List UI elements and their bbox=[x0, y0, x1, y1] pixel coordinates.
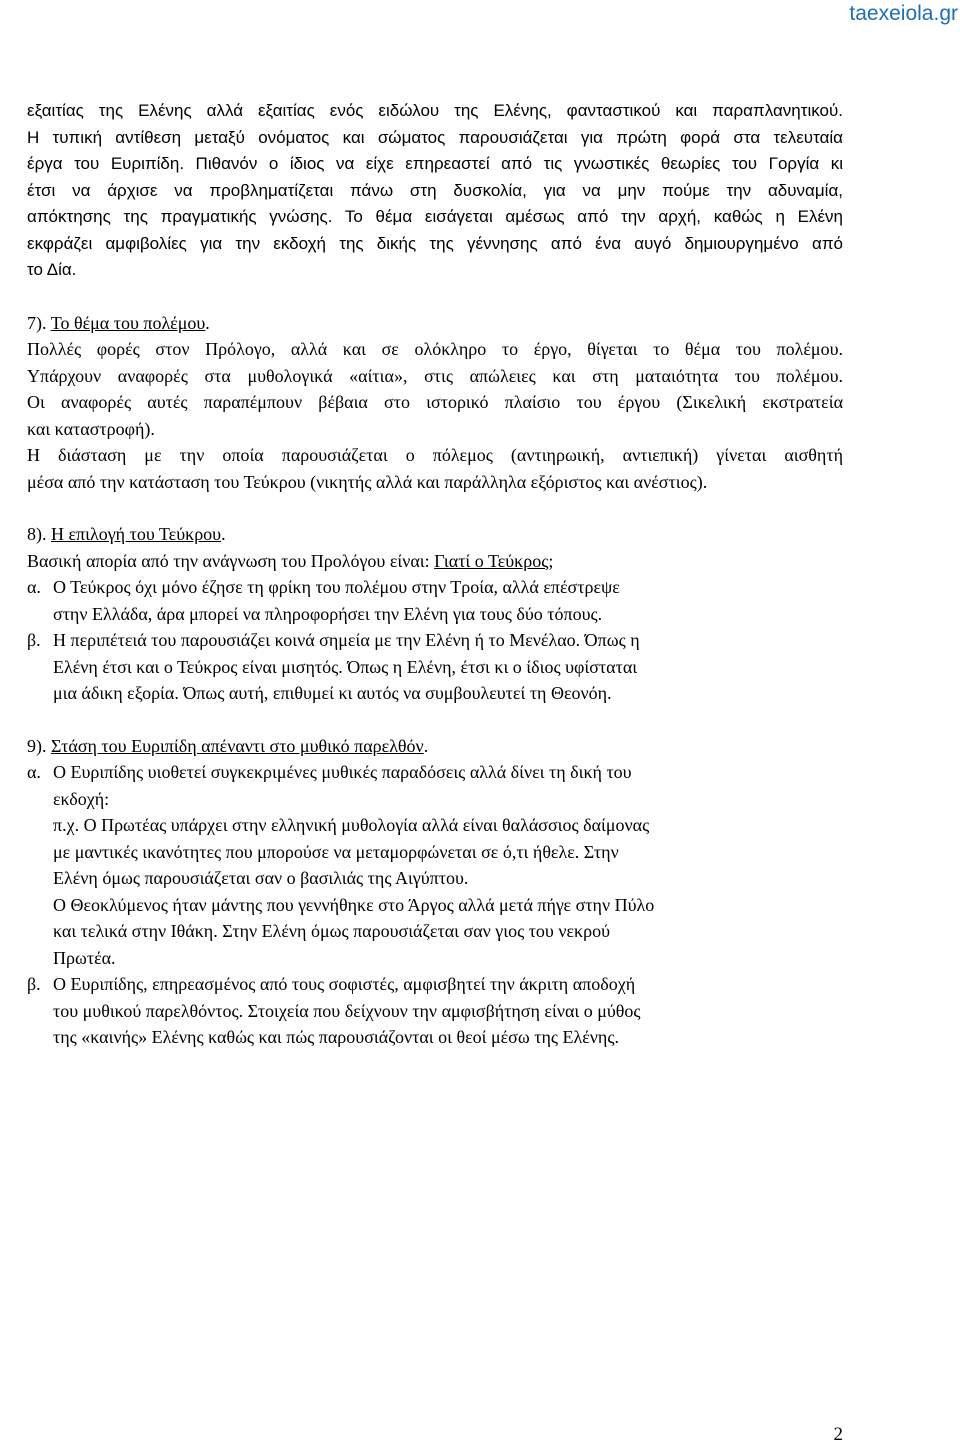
text-line: Ο Τεύκρος όχι μόνο έζησε τη φρίκη του πολέμου στην Τροία, αλλά επέστρεψε bbox=[53, 577, 620, 597]
section-number: 8). bbox=[27, 524, 47, 544]
text-line: εξαιτίας της Ελένης αλλά εξαιτίας ενός ειδώλου της Ελένης, φανταστικού και παραπλανητικού. bbox=[27, 101, 843, 120]
question-text: Γιατί ο Τεύκρος; bbox=[434, 550, 554, 571]
question-prefix: Βασική απορία από την ανάγνωση του Προλόγου είναι: bbox=[27, 550, 435, 571]
text-line: και τελικά στην Ιθάκη. Στην Ελένη όμως παρουσιάζεται σαν γιος του νεκρού bbox=[53, 921, 610, 941]
text-line: Ο Θεοκλύμενος ήταν μάντης που γεννήθηκε στο Άργος αλλά μετά πήγε στην Πύλο bbox=[53, 894, 655, 915]
text-line: μια άδικη εξορία. Όπως αυτή, επιθυμεί κι αυτός να συμβουλευτεί τη Θεονόη. bbox=[53, 683, 612, 703]
list-item bbox=[27, 574, 843, 627]
text-line: το Δία. bbox=[27, 260, 77, 279]
text-line: και καταστροφή). bbox=[27, 418, 155, 439]
text-line: Υπάρχουν αναφορές στα μυθολογικά «αίτια», στις απώλειες και στη ματαιότητα του πολέμου. bbox=[27, 365, 843, 386]
text-line: μέσα από την κατάσταση του Τεύκρου (νικητής αλλά και παράλληλα εξόριστος και ανέστιος). bbox=[27, 471, 708, 492]
document-body bbox=[27, 98, 843, 1051]
section-title-end: . bbox=[221, 524, 226, 544]
text-line: Η περιπέτειά του παρουσιάζει κοινά σημεία με την Ελένη ή το Μενέλαο. Όπως η bbox=[53, 630, 640, 650]
text-line: εκδοχή: bbox=[53, 788, 110, 809]
section-7 bbox=[27, 310, 843, 496]
section-9 bbox=[27, 733, 843, 1051]
section-title: Στάση του Ευριπίδη απέναντι στο μυθικό παρελθόν bbox=[51, 735, 424, 756]
text-line: π.χ. Ο Πρωτέας υπάρχει στην ελληνική μυθολογία αλλά είναι θαλάσσιος δαίμονας bbox=[53, 815, 650, 835]
intro-paragraph bbox=[27, 98, 843, 284]
text-line: Οι αναφορές αυτές παραπέμπουν βέβαια στο ιστορικό πλαίσιο του έργου (Σικελική εκστρατεία bbox=[27, 392, 843, 412]
text-line: του μυθικού παρελθόντος. Στοιχεία που δείχνουν την αμφισβήτηση είναι ο μύθος bbox=[53, 1000, 641, 1021]
text-line: με μαντικές ικανότητες που μπορούσε να μεταμορφώνεται σε ό,τι ήθελε. Στην bbox=[53, 841, 619, 862]
item-label: α. bbox=[27, 577, 41, 597]
list-item bbox=[27, 627, 843, 707]
section-title: Το θέμα του πολέμου bbox=[50, 312, 206, 333]
section-8 bbox=[27, 521, 843, 707]
item-label: β. bbox=[27, 630, 41, 650]
text-line: έτσι να άρχισε να προβληματίζεται πάνω στη δυσκολία, για να μην πούμε την αδυναμία, bbox=[27, 180, 843, 200]
text-line: έργα του Ευριπίδη. Πιθανόν ο ίδιος να είχε επηρεαστεί από τις γνωστικές θεωρίες του Γοργία κι bbox=[27, 154, 843, 173]
text-line: Ο Ευριπίδης, επηρεασμένος από τους σοφιστές, αμφισβητεί την άκριτη αποδοχή bbox=[53, 974, 636, 994]
text-line: Πολλές φορές στον Πρόλογο, αλλά και σε ολόκληρο το έργο, θίγεται το θέμα του πολέμου. bbox=[27, 339, 843, 359]
watermark-logo[interactable]: taexeiola.gr bbox=[849, 2, 958, 25]
section-title-end: . bbox=[423, 735, 429, 756]
text-line: Η διάσταση με την οποία παρουσιάζεται ο πόλεμος (αντιηρωική, αντιεπική) γίνεται αισθητή bbox=[27, 445, 843, 465]
section-heading bbox=[27, 733, 843, 760]
text-line: Ελένη έτσι και ο Τεύκρος είναι μισητός. Όπως η Ελένη, έτσι κι ο ίδιος υφίσταται bbox=[53, 656, 638, 677]
text-line: Ελένη όμως παρουσιάζεται σαν ο βασιλιάς της Αιγύπτου. bbox=[53, 868, 469, 888]
text-line: Πρωτέα. bbox=[53, 947, 116, 968]
text-line: εκφράζει αμφιβολίες για την εκδοχή της δικής της γέννησης από ένα αυγό δημιουργημένο από bbox=[27, 233, 843, 253]
text-line: απόκτησης της πραγματικής γνώσης. Το θέμα εισάγεται αμέσως από την αρχή, καθώς η Ελένη bbox=[27, 207, 843, 226]
question-line bbox=[27, 548, 843, 575]
text-line: Ο Ευριπίδης υιοθετεί συγκεκριμένες μυθικές παραδόσεις αλλά δίνει τη δική του bbox=[53, 762, 632, 782]
text-line: της «καινής» Ελένης καθώς και πώς παρουσιάζονται οι θεοί μέσω της Ελένης. bbox=[53, 1027, 619, 1047]
text-line: στην Ελλάδα, άρα μπορεί να πληροφορήσει την Ελένη για τους δύο τόπους. bbox=[53, 603, 603, 624]
section-heading bbox=[27, 310, 843, 337]
section-number: 7). bbox=[27, 312, 47, 333]
list-item bbox=[27, 759, 843, 971]
section-number: 9). bbox=[27, 735, 47, 756]
item-label: β. bbox=[27, 974, 41, 994]
item-label: α. bbox=[27, 762, 41, 782]
section-heading bbox=[27, 521, 843, 548]
section-title-end: . bbox=[205, 312, 210, 333]
list-item bbox=[27, 971, 843, 1051]
page-number: 2 bbox=[833, 1424, 843, 1445]
text-line: Η τυπική αντίθεση μεταξύ ονόματος και σώματος παρουσιάζεται για πρώτη φορά στα τελευταία bbox=[27, 127, 843, 147]
section-title: Η επιλογή του Τεύκρου bbox=[51, 524, 222, 544]
